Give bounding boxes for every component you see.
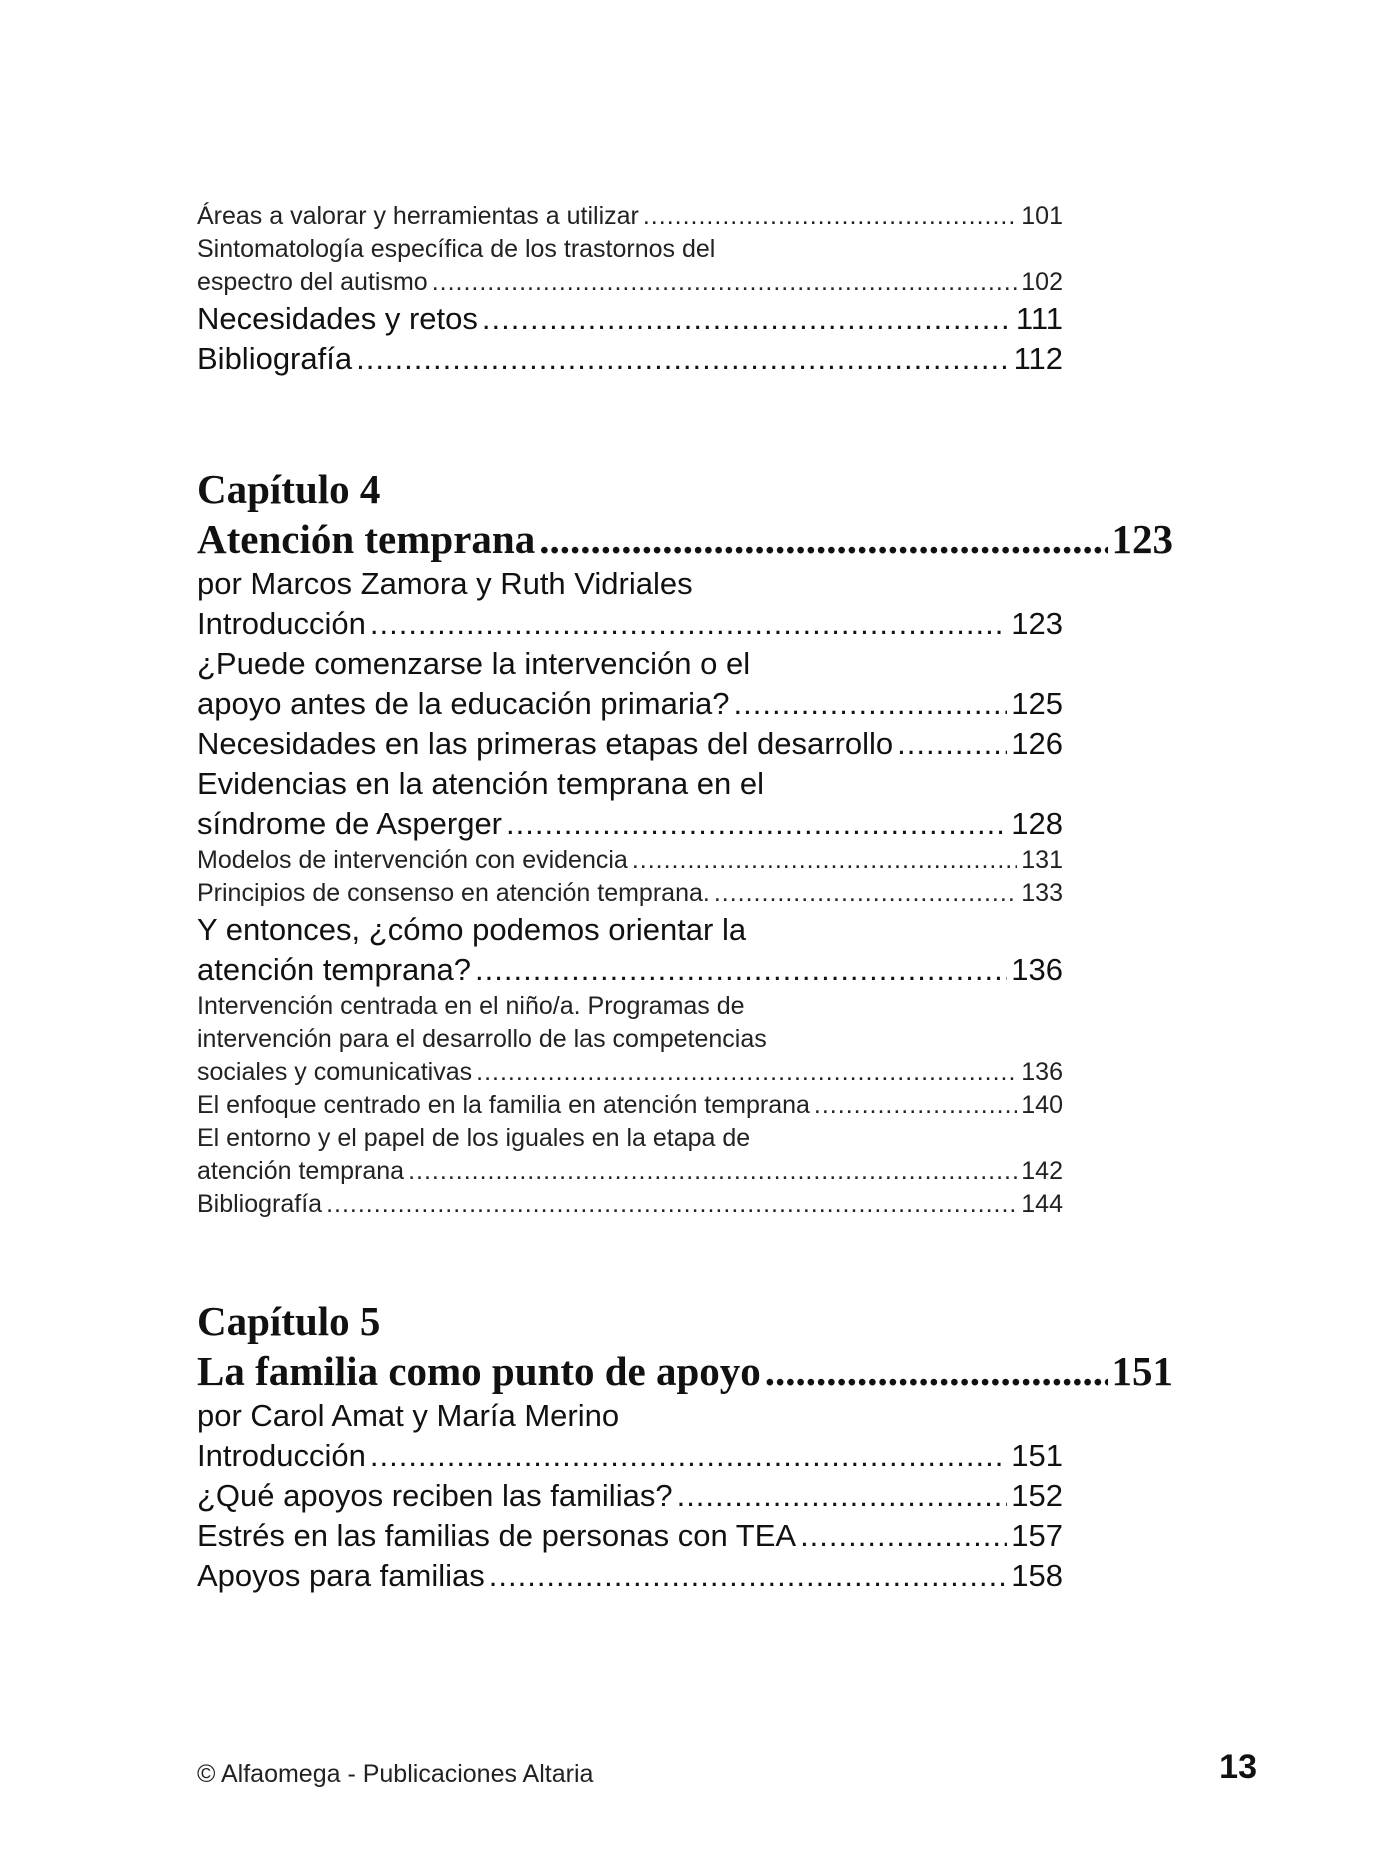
toc-entry: [197, 266, 1063, 299]
leader-dots: [408, 1155, 1017, 1188]
toc-entry-page: 101: [1021, 202, 1063, 230]
leader-dots: [800, 1516, 1007, 1556]
leader-dots: [677, 1476, 1008, 1516]
toc-entry: [197, 684, 1063, 724]
leader-dots: [643, 200, 1017, 233]
toc-entry-title: Necesidades y retos: [197, 301, 478, 336]
toc-entry: [197, 604, 1063, 644]
toc-entry-line: El entorno y el papel de los iguales en la etapa de: [197, 1124, 751, 1152]
leader-dots: [482, 299, 1012, 339]
toc-entry: [197, 1436, 1063, 1476]
leader-dots: [476, 1056, 1017, 1089]
leader-dots: [765, 1346, 1108, 1396]
chapter-5-authors: por Carol Amat y María Merino: [197, 1398, 620, 1433]
toc-entry: [197, 1188, 1063, 1221]
leader-dots: [897, 724, 1007, 764]
toc-entry-title: espectro del autismo: [197, 268, 428, 296]
toc-entry-page: 111: [1015, 301, 1063, 336]
toc-entry-title: sociales y comunicativas: [197, 1058, 473, 1086]
toc-entry-title: Áreas a valorar y herramientas a utilizar: [197, 202, 639, 230]
chapter-4-title-row: [197, 514, 1173, 564]
toc-entry-page: 102: [1021, 268, 1063, 296]
leader-dots: [475, 950, 1007, 990]
toc-entry-page: 151: [1011, 1438, 1063, 1473]
chapter-5-label: Capítulo 5: [197, 1298, 381, 1344]
toc-entry-page: 126: [1011, 726, 1063, 761]
toc-entry: [197, 877, 1063, 910]
leader-dots: [814, 1089, 1017, 1122]
chapter-5-title-row: [197, 1346, 1173, 1396]
toc-entry-title: apoyo antes de la educación primaria?: [197, 686, 730, 721]
toc-entry-page: 142: [1021, 1157, 1063, 1185]
chapter-5-page: 151: [1111, 1348, 1173, 1394]
chapter-4-entries: [197, 604, 1063, 1221]
toc-entry: [197, 724, 1063, 764]
chapter-4-authors: por Marcos Zamora y Ruth Vidriales: [197, 566, 693, 601]
toc-entry-page: 136: [1021, 1058, 1063, 1086]
toc-entry: [197, 804, 1063, 844]
chapter-4-title: Atención temprana: [197, 516, 536, 562]
toc-entry: [197, 950, 1063, 990]
toc-entry: [197, 1556, 1063, 1596]
toc-entry-title: Introducción: [197, 606, 366, 641]
chapter-5-title: La familia como punto de apoyo: [197, 1348, 761, 1394]
toc-entry-page: 131: [1021, 846, 1063, 874]
leader-dots: [489, 1556, 1008, 1596]
leader-dots: [632, 844, 1017, 877]
toc-entry: [197, 1516, 1063, 1556]
toc-entry-page: 125: [1011, 686, 1063, 721]
leader-dots: [432, 266, 1018, 299]
toc-entry-title: Principios de consenso en atención temprana.: [197, 879, 710, 907]
chapter-5-section: [197, 1296, 1173, 1596]
leader-dots: [356, 339, 1009, 379]
leader-dots: [326, 1188, 1017, 1221]
footer-page-number: 13: [1219, 1748, 1257, 1786]
toc-entry-title: Modelos de intervención con evidencia: [197, 846, 628, 874]
toc-entry: [197, 299, 1063, 339]
toc-entry-title: síndrome de Asperger: [197, 806, 503, 841]
chapter-4-label: Capítulo 4: [197, 466, 381, 512]
chapter-5-entries: [197, 1436, 1063, 1596]
toc-entry-page: 112: [1013, 341, 1063, 376]
toc-entry-page: 157: [1011, 1518, 1063, 1553]
leader-dots: [370, 1436, 1007, 1476]
toc-entry-title: Estrés en las familias de personas con TEA: [197, 1518, 797, 1553]
footer-publisher: © Alfaomega - Publicaciones Altaria: [197, 1760, 594, 1788]
toc-entry-page: 152: [1011, 1478, 1063, 1513]
leader-dots: [370, 604, 1007, 644]
toc-entry-line: Sintomatología específica de los trastornos del: [197, 235, 716, 263]
toc-entry-title: Introducción: [197, 1438, 366, 1473]
toc-entry-title: Apoyos para familias: [197, 1558, 485, 1593]
toc-entry-title: Necesidades en las primeras etapas del desarrollo: [197, 726, 894, 761]
toc-entry-page: 144: [1021, 1190, 1063, 1218]
chapter-4-page: 123: [1111, 516, 1173, 562]
toc-entry-title: ¿Qué apoyos reciben las familias?: [197, 1478, 673, 1513]
toc-entry-page: 140: [1021, 1091, 1063, 1119]
toc-entry: [197, 1476, 1063, 1516]
leader-dots: [506, 804, 1007, 844]
leader-dots: [734, 684, 1008, 724]
toc-entry: [197, 1155, 1063, 1188]
toc-top-section: [197, 200, 1063, 379]
leader-dots: [714, 877, 1017, 910]
leader-dots: [539, 514, 1107, 564]
toc-entry: [197, 1056, 1063, 1089]
toc-entry: [197, 1089, 1063, 1122]
toc-entry: [197, 200, 1063, 233]
toc-entry-title: atención temprana: [197, 1157, 405, 1185]
toc-entry-line: Y entonces, ¿cómo podemos orientar la: [197, 912, 747, 947]
toc-entry-page: 136: [1011, 952, 1063, 987]
toc-entry-line: intervención para el desarrollo de las competencias: [197, 1025, 767, 1053]
toc-entry-page: 133: [1021, 879, 1063, 907]
toc-entry-line: Evidencias en la atención temprana en el: [197, 766, 764, 801]
toc-entry: [197, 844, 1063, 877]
toc-entry-page: 158: [1011, 1558, 1063, 1593]
toc-entry-title: atención temprana?: [197, 952, 472, 987]
toc-entry-page: 123: [1011, 606, 1063, 641]
toc-entry: [197, 339, 1063, 379]
toc-entry-line: Intervención centrada en el niño/a. Programas de: [197, 992, 745, 1020]
toc-entry-title: Bibliografía: [197, 341, 353, 376]
toc-entry-title: El enfoque centrado en la familia en atención temprana: [197, 1091, 810, 1119]
chapter-4-section: [197, 464, 1173, 1221]
toc-entry-page: 128: [1011, 806, 1063, 841]
toc-entry-title: Bibliografía: [197, 1190, 323, 1218]
toc-entry-line: ¿Puede comenzarse la intervención o el: [197, 646, 751, 681]
